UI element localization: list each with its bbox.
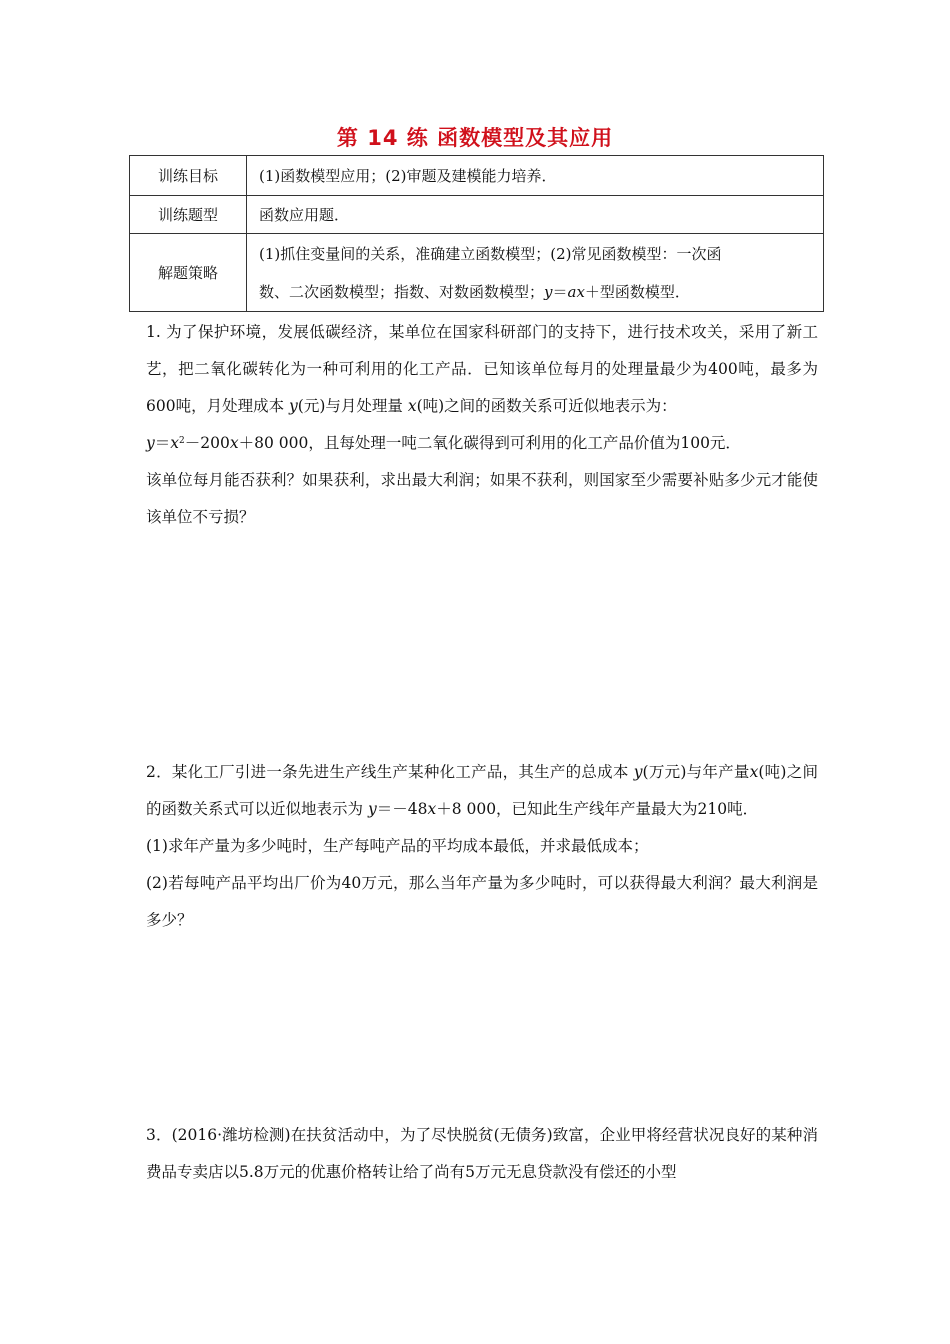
question-1-stem	[146, 314, 818, 425]
text: ＝－48	[376, 800, 428, 818]
question-2-stem	[146, 754, 818, 828]
text: ＋8 000，已知此生产线年产量最大为210吨．	[436, 800, 759, 818]
question-3-stem: 3．(2016·潍坊检测)在扶贫活动中，为了尽快脱贫(无债务)致富，企业甲将经营状况良好的某种消费品专卖店以5.8万元的优惠价格转让给了尚有5万元无息贷款没有偿还的小型	[146, 1126, 818, 1181]
math-var: ax	[567, 282, 585, 301]
math-var: y	[146, 434, 155, 452]
math-var: y	[289, 397, 298, 415]
math-var: x	[407, 397, 417, 415]
math-var: y	[633, 763, 643, 781]
text: 1. 为了保护环境，发展低碳经济，某单位在国家科研部门的支持下，进行技术攻关，采用了新工艺，把二氧化碳转化为一种可利用的化工产品．已知该单位每月的处理量最少为400吨，最多为600吨，月处理成本	[146, 323, 818, 415]
math-var: x	[170, 434, 180, 452]
question-2-part-1: (1)求年产量为多少吨时，生产每吨产品的平均成本最低，并求最低成本；	[146, 837, 649, 855]
math-op: ＝	[552, 282, 568, 301]
table-row	[130, 196, 824, 234]
question-1-formula	[146, 425, 818, 462]
text: －200	[184, 434, 230, 452]
row-value	[247, 234, 824, 312]
text: (吨)之间的函数关系式可以近似地表示为	[146, 763, 818, 818]
row-label: 训练目标	[130, 156, 247, 196]
math-var: y	[544, 282, 553, 301]
question-3	[146, 1117, 818, 1191]
row-label: 训练题型	[130, 196, 247, 234]
math-var: x	[749, 763, 759, 781]
row-label: 解题策略	[130, 234, 247, 312]
strategy-line-2-end: ＋型函数模型．	[584, 282, 690, 301]
text: ＋80 000，且每处理一吨二氧化碳得到可利用的化工产品价值为100元．	[238, 434, 741, 452]
math-var: x	[229, 434, 239, 452]
math-var: x	[427, 800, 437, 818]
text: (万元)与年产量	[642, 763, 750, 781]
math-op: ＝	[154, 434, 171, 452]
table-row	[130, 156, 824, 196]
question-2	[146, 754, 818, 939]
row-value: (1)函数模型应用；(2)审题及建模能力培养．	[247, 156, 824, 196]
page-title: 第 14 练 函数模型及其应用	[336, 126, 614, 150]
question-1	[146, 314, 818, 536]
question-1-ask: 该单位每月能否获利？如果获利，求出最大利润；如果不获利，则国家至少需要补贴多少元才能使该单位不亏损？	[146, 471, 818, 526]
text: (元)与月处理量	[297, 397, 408, 415]
table-row	[130, 234, 824, 312]
text: 2．某化工厂引进一条先进生产线生产某种化工产品，其生产的总成本	[146, 763, 634, 781]
training-info-table	[129, 155, 824, 312]
text: (吨)之间的函数关系可近似地表示为：	[416, 397, 677, 415]
strategy-line-1: (1)抓住变量间的关系，准确建立函数模型；(2)常见函数模型：一次函	[259, 244, 722, 263]
row-value: 函数应用题．	[247, 196, 824, 234]
question-2-part-2: (2)若每吨产品平均出厂价为40万元，那么当年产量为多少吨时，可以获得最大利润？最大利润是多少？	[146, 874, 818, 929]
exponent: 2	[179, 436, 185, 446]
strategy-line-2: 数、二次函数模型；指数、对数函数模型；	[259, 282, 545, 301]
math-var: y	[367, 800, 377, 818]
